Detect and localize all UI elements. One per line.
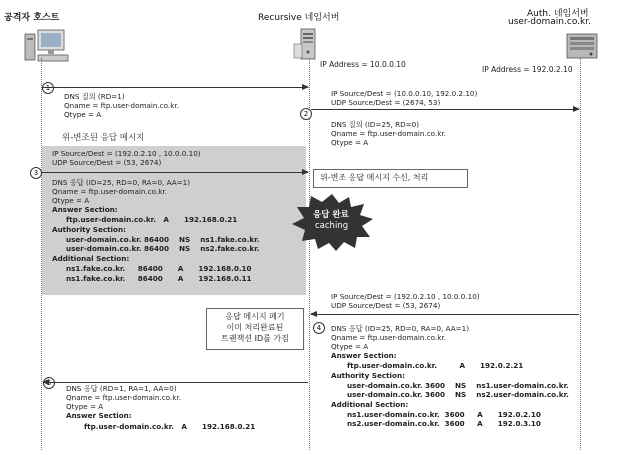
- step-3-arrow: [42, 172, 308, 173]
- step-4-marker: 4: [313, 322, 325, 334]
- auth-ip-address: IP Address = 192.0.2.10: [482, 65, 573, 74]
- attacker-computer-icon: [24, 28, 72, 64]
- step-4-answer-label: Answer Section:: [331, 351, 397, 360]
- step-4-additional-record: ns1.user-domain.co.kr. 3600 A 192.0.2.10: [347, 410, 541, 419]
- step-3-additional-record: ns1.fake.co.kr. 86400 A 192.168.0.11: [66, 274, 252, 283]
- forged-received-note-text: 위-변조 응답 메시지 수신, 처리: [320, 173, 429, 182]
- step-4-authority-record: user-domain.co.kr. 3600 NS ns1.user-domain.co.kr.: [347, 381, 569, 390]
- step-1-qtype: Qtype = A: [64, 110, 102, 119]
- step-4-arrow: [311, 314, 579, 315]
- step-5-header: DNS 응답 (RD=1, RA=1, AA=0): [66, 384, 177, 393]
- auth-server-label: Auth. 네임서버: [527, 9, 589, 19]
- step-4-authority-label: Authority Section:: [331, 371, 405, 380]
- step-3-additional-record: ns1.fake.co.kr. 86400 A 192.168.0.10: [66, 264, 252, 273]
- step-2-qname: Qname = ftp.user-domain.co.kr.: [331, 129, 446, 138]
- step-2-marker: 2: [300, 108, 312, 120]
- recursive-ip-address: IP Address = 10.0.0.10: [320, 60, 406, 69]
- step-2-query: DNS 질의 (ID=25, RD=0): [331, 120, 420, 129]
- step-3-authority-record: user-domain.co.kr. 86400 NS ns2.fake.co.kr.: [66, 244, 260, 253]
- step-5-answer-label: Answer Section:: [66, 411, 132, 420]
- step-2-udp: UDP Source/Dest = (2674, 53): [331, 98, 441, 107]
- step-4-authority-record: user-domain.co.kr. 3600 NS ns2.user-domain.co.kr.: [347, 390, 569, 399]
- step-4-additional-label: Additional Section:: [331, 400, 409, 409]
- discard-note-line: 이미 처리완료된: [226, 323, 284, 332]
- discard-note: [206, 308, 304, 350]
- forged-received-note: [313, 169, 468, 188]
- step-1-query: DNS 질의 (RD=1): [64, 92, 125, 101]
- step-3-answer-record: ftp.user-domain.co.kr. A 192.168.0.21: [66, 215, 238, 224]
- step-5-marker: 5: [43, 377, 55, 389]
- step-1-qname: Qname = ftp.user-domain.co.kr.: [64, 101, 179, 110]
- burst-line-1: 응답 완료: [313, 210, 349, 220]
- attacker-host-label: 공격자 호스트: [4, 13, 60, 23]
- step-4-header: DNS 응답 (ID=25, RD=0, RA=0, AA=1): [331, 324, 470, 333]
- step-4-qname: Qname = ftp.user-domain.co.kr.: [331, 333, 446, 342]
- step-3-ip: IP Source/Dest = (192.0.2.10 , 10.0.0.10): [52, 149, 201, 158]
- burst-line-2: caching: [315, 221, 349, 231]
- auth-server-icon: [565, 30, 601, 62]
- step-5-answer-record: ftp.user-domain.co.kr. A 192.168.0.21: [84, 422, 256, 431]
- step-3-qtype: Qtype = A: [52, 196, 90, 205]
- step-4-udp: UDP Source/Dest = (53, 2674): [331, 301, 441, 310]
- step-3-marker: 3: [30, 167, 42, 179]
- step-5-qtype: Qtype = A: [66, 402, 104, 411]
- discard-note-line: 응답 메시지 폐기: [225, 312, 285, 321]
- step-5-arrow: [43, 382, 308, 383]
- step-1-arrow: [42, 87, 308, 88]
- step-4-answer-record: ftp.user-domain.co.kr. A 192.0.2.21: [347, 361, 524, 370]
- auth-lifeline: [580, 58, 581, 450]
- step-3-header: DNS 응답 (ID=25, RD=0, RA=0, AA=1): [52, 178, 191, 187]
- step-4-ip: IP Source/Dest = (192.0.2.10 , 10.0.0.10): [331, 292, 480, 301]
- recursive-server-label: Recursive 네임서버: [258, 13, 340, 23]
- step-4-qtype: Qtype = A: [331, 342, 369, 351]
- step-3-authority-record: user-domain.co.kr. 86400 NS ns1.fake.co.kr.: [66, 235, 260, 244]
- discard-note-line: 트랜잭션 ID를 가짐: [221, 334, 289, 343]
- step-2-qtype: Qtype = A: [331, 138, 369, 147]
- step-3-udp: UDP Source/Dest = (53, 2674): [52, 158, 162, 167]
- step-2-ip: IP Source/Dest = (10.0.0.10, 192.0.2.10): [331, 89, 478, 98]
- step-5-qname: Qname = ftp.user-domain.co.kr.: [66, 393, 181, 402]
- auth-domain-label: user-domain.co.kr.: [508, 17, 591, 27]
- step-3-authority-label: Authority Section:: [52, 225, 126, 234]
- step-3-answer-label: Answer Section:: [52, 205, 118, 214]
- step-3-qname: Qname = ftp.user-domain.co.kr.: [52, 187, 167, 196]
- step-3-additional-label: Additional Section:: [52, 254, 130, 263]
- step-1-marker: 1: [42, 82, 54, 94]
- step-4-additional-record: ns2.user-domain.co.kr. 3600 A 192.0.3.10: [347, 419, 541, 428]
- step-2-arrow: [311, 109, 579, 110]
- recursive-server-icon: [293, 28, 323, 62]
- forged-response-title: 위-변조된 응답 메시지: [62, 133, 145, 143]
